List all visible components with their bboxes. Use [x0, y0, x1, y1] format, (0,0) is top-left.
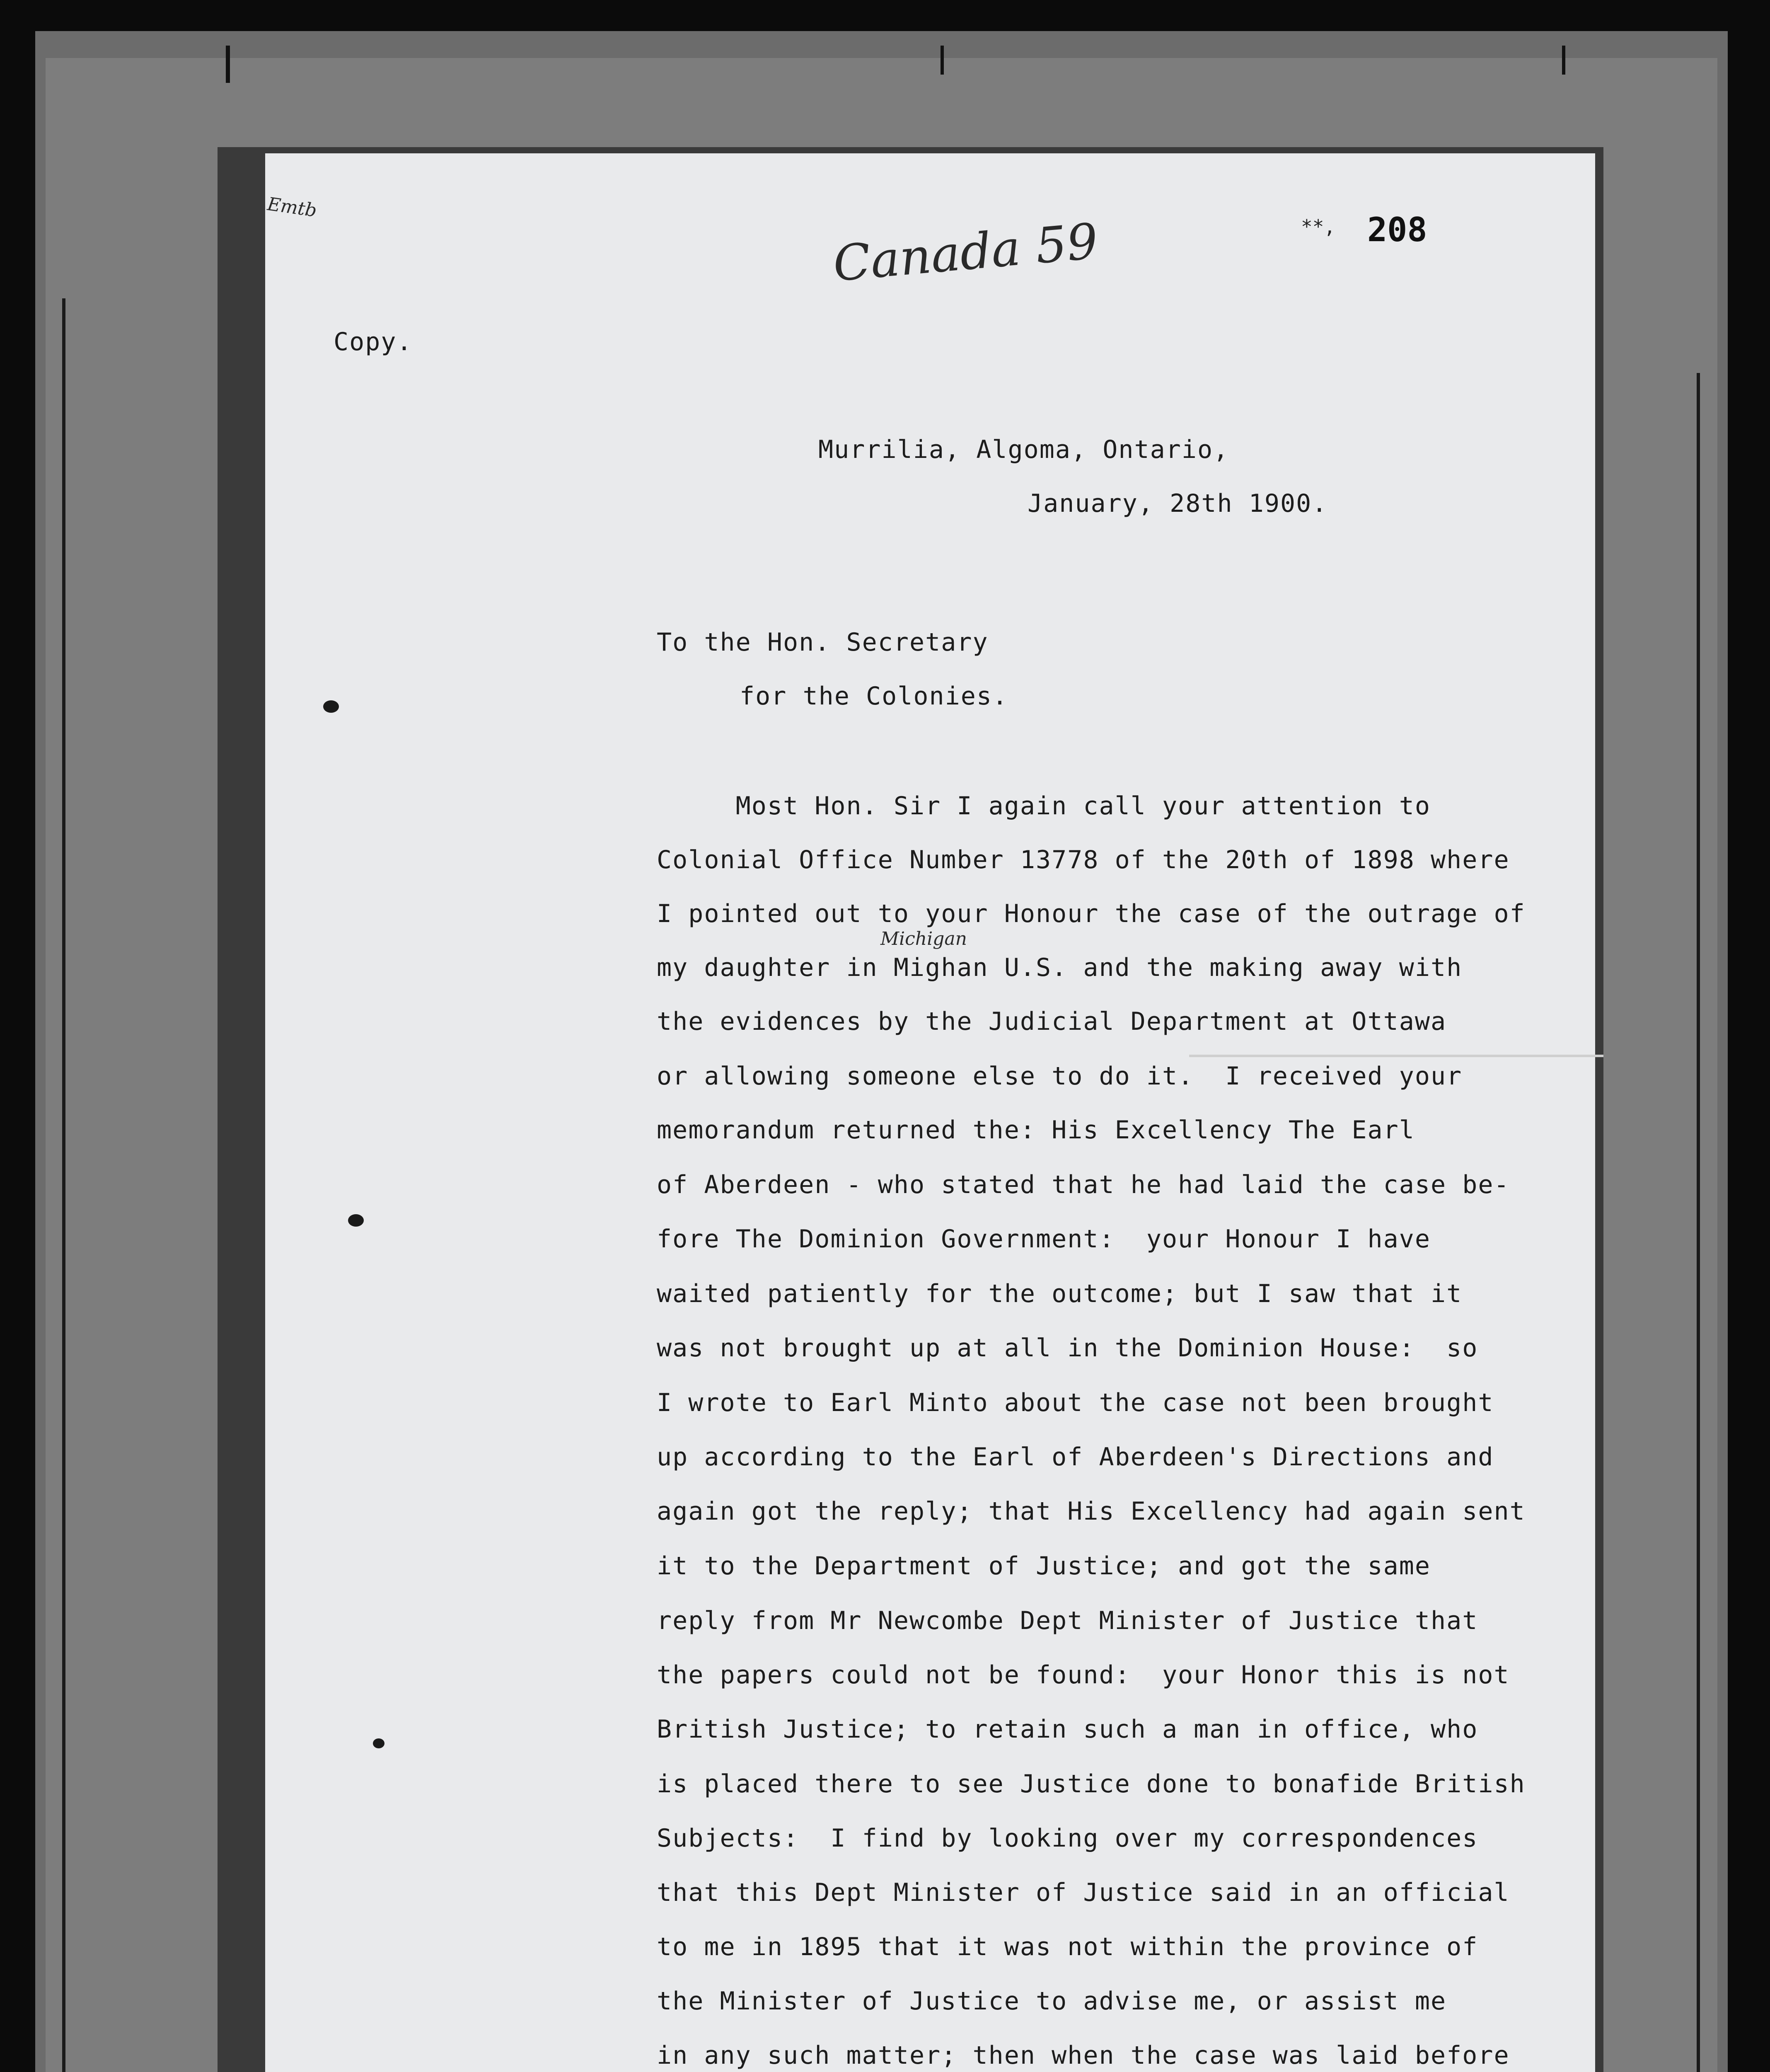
binding-hole-mark — [348, 1214, 364, 1227]
body-line: I wrote to Earl Minto about the case not been brought — [657, 1388, 1494, 1417]
body-line: up according to the Earl of Aberdeen's Directions and — [657, 1443, 1494, 1472]
body-line: waited patiently for the outcome; but I saw that it — [657, 1279, 1463, 1308]
paper-crease — [1189, 1055, 1603, 1057]
body-line: memorandum returned the: His Excellency The Earl — [657, 1116, 1415, 1145]
page-number: 208 — [1367, 211, 1427, 249]
right-frame-rule — [1697, 373, 1700, 2072]
page-mark: **, — [1301, 215, 1336, 238]
binding-hole-mark — [323, 700, 339, 713]
body-line: again got the reply; that His Excellency had again sent — [657, 1497, 1526, 1526]
letter-date: January, 28th 1900. — [1028, 489, 1328, 518]
body-line: in any such matter; then when the case was laid before — [657, 2041, 1510, 2070]
body-line: that this Dept Minister of Justice said in an official — [657, 1878, 1510, 1907]
sender-address: Murrilia, Algoma, Ontario, — [818, 435, 1229, 464]
binding-hole-mark — [373, 1738, 384, 1748]
body-line: Most Hon. Sir I again call your attention to — [657, 792, 1431, 821]
body-line: is placed there to see Justice done to bonafide British — [657, 1769, 1526, 1798]
recipient-line: To the Hon. Secretary — [657, 628, 989, 657]
recipient-line: for the Colonies. — [740, 682, 1008, 711]
body-line: to me in 1895 that it was not within the province of — [657, 1932, 1478, 1961]
frame-tick — [1562, 46, 1565, 75]
handwritten-correction: Michigan — [880, 928, 967, 949]
body-line: or allowing someone else to do it. I received your — [657, 1062, 1463, 1091]
frame-tick — [226, 46, 230, 83]
body-line: fore The Dominion Government: your Honour I have — [657, 1225, 1431, 1254]
body-line: the papers could not be found: your Honor this is not — [657, 1661, 1510, 1690]
catalog-reference: Canada 59 — [831, 212, 1100, 293]
body-line: the evidences by the Judicial Department at Ottawa — [657, 1007, 1447, 1036]
body-line: it to the Department of Justice; and got the same — [657, 1552, 1431, 1581]
body-line: the Minister of Justice to advise me, or assist me — [657, 1987, 1447, 2016]
left-frame-rule — [62, 298, 65, 2072]
body-line: was not brought up at all in the Dominion House: so — [657, 1334, 1478, 1363]
body-line: Subjects: I find by looking over my correspondences — [657, 1824, 1478, 1853]
body-line: I pointed out to your Honour the case of the outrage of — [657, 899, 1526, 928]
body-line: of Aberdeen - who stated that he had laid the case be- — [657, 1170, 1510, 1199]
body-line: British Justice; to retain such a man in office, who — [657, 1715, 1478, 1744]
body-line: reply from Mr Newcombe Dept Minister of Justice that — [657, 1606, 1478, 1635]
frame-tick — [941, 46, 944, 75]
margin-note: Emtb — [266, 193, 318, 222]
body-line: my daughter in Mighan U.S. and the making away with — [657, 953, 1463, 982]
body-line: Colonial Office Number 13778 of the 20th of 1898 where — [657, 845, 1510, 874]
copy-label: Copy. — [334, 327, 413, 356]
